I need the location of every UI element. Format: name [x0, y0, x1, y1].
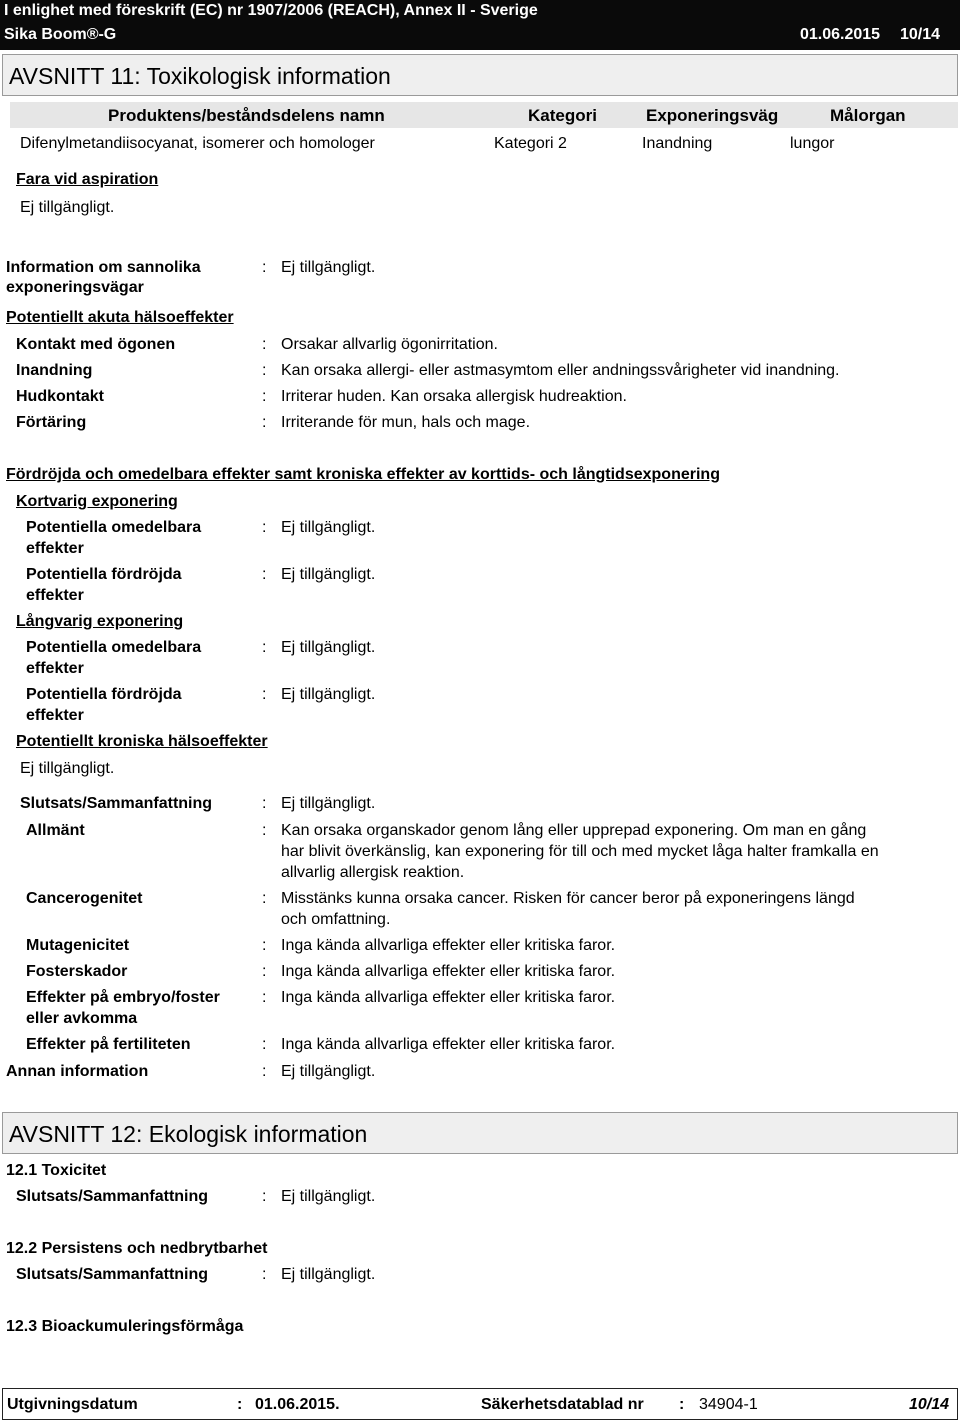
separator-colon: : — [262, 566, 267, 583]
short-immediate-label-line1: Potentiella omedelbara — [26, 519, 202, 536]
issue-date-value: 01.06.2015. — [255, 1396, 340, 1413]
summary-value: Ej tillgängligt. — [281, 795, 376, 812]
carcinogenicity-value-line2: och omfattning. — [281, 911, 391, 928]
summary-label: Slutsats/Sammanfattning — [20, 795, 213, 812]
long-immediate-label-line1: Potentiella omedelbara — [26, 639, 202, 656]
separator-colon: : — [262, 639, 267, 656]
document-footer — [2, 1388, 958, 1420]
carcinogenicity-value-line1: Misstänks kunna orsaka cancer. Risken för cancer beror på exponeringens längd — [281, 890, 855, 907]
separator-colon: : — [679, 1396, 685, 1413]
issue-date-label: Utgivningsdatum — [7, 1396, 138, 1413]
cell-category: Kategori 2 — [494, 135, 567, 152]
separator-colon: : — [262, 414, 267, 431]
developmental-label-line2: eller avkomma — [26, 1010, 138, 1027]
separator-colon: : — [262, 259, 267, 276]
separator-colon: : — [262, 1036, 267, 1053]
cell-target-organ: lungor — [790, 135, 835, 152]
persistence-summary-label: Slutsats/Sammanfattning — [16, 1266, 209, 1283]
separator-colon: : — [237, 1396, 243, 1413]
header-date: 01.06.2015 — [800, 26, 881, 43]
long-immediate-value: Ej tillgängligt. — [281, 639, 376, 656]
column-header-route: Exponeringsväg — [646, 106, 779, 125]
chronic-effects-heading: Potentiellt kroniska hälsoeffekter — [16, 733, 268, 750]
separator-colon: : — [262, 362, 267, 379]
separator-colon: : — [262, 336, 267, 353]
bioaccumulation-heading: 12.3 Bioackumuleringsförmåga — [6, 1318, 244, 1335]
separator-colon: : — [262, 519, 267, 536]
separator-colon: : — [262, 989, 267, 1006]
column-header-name: Produktens/beståndsdelens namn — [108, 106, 385, 125]
long-immediate-label-line2: effekter — [26, 660, 84, 677]
separator-colon: : — [262, 388, 267, 405]
long-term-heading: Långvarig exponering — [16, 613, 184, 630]
separator-colon: : — [262, 1266, 267, 1283]
sds-number-value: 34904-1 — [699, 1396, 758, 1413]
acute-label-inhalation: Inandning — [16, 362, 93, 379]
acute-label-eye: Kontakt med ögonen — [16, 336, 176, 353]
acute-effects-heading: Potentiellt akuta hälsoeffekter — [6, 309, 234, 326]
separator-colon: : — [262, 1063, 267, 1080]
mutagenicity-label: Mutagenicitet — [26, 937, 130, 954]
product-name: Sika Boom®-G — [4, 26, 117, 43]
acute-value-skin: Irriterar huden. Kan orsaka allergisk hudreaktion. — [281, 388, 627, 405]
persistence-heading: 12.2 Persistens och nedbrytbarhet — [6, 1240, 268, 1257]
carcinogenicity-label: Cancerogenitet — [26, 890, 143, 907]
separator-colon: : — [262, 1188, 267, 1205]
section-11-header — [2, 54, 958, 96]
long-delayed-value: Ej tillgängligt. — [281, 686, 376, 703]
acute-label-skin: Hudkontakt — [16, 388, 104, 405]
separator-colon: : — [262, 890, 267, 907]
short-delayed-value: Ej tillgängligt. — [281, 566, 376, 583]
section-12-header — [2, 1112, 958, 1154]
fertility-label: Effekter på fertiliteten — [26, 1036, 191, 1053]
long-delayed-label-line1: Potentiella fördröjda — [26, 686, 182, 703]
toxicity-heading: 12.1 Toxicitet — [6, 1162, 107, 1179]
column-header-category: Kategori — [528, 106, 597, 125]
short-delayed-label-line2: effekter — [26, 587, 84, 604]
short-immediate-label-line2: effekter — [26, 540, 84, 557]
general-label: Allmänt — [26, 822, 85, 839]
footer-page-number: 10/14 — [909, 1396, 950, 1413]
long-delayed-label-line2: effekter — [26, 707, 84, 724]
other-info-label: Annan information — [6, 1063, 149, 1080]
short-delayed-label-line1: Potentiella fördröjda — [26, 566, 182, 583]
developmental-value: Inga kända allvarliga effekter eller kritiska faror. — [281, 989, 616, 1006]
persistence-summary-value: Ej tillgängligt. — [281, 1266, 376, 1283]
mutagenicity-value: Inga kända allvarliga effekter eller kritiska faror. — [281, 937, 616, 954]
regulation-title: I enlighet med föreskrift (EC) nr 1907/2006 (REACH), Annex II - Sverige — [4, 2, 538, 19]
teratogenicity-label: Fosterskador — [26, 963, 128, 980]
exposure-routes-label-line1: Information om sannolika — [6, 259, 201, 276]
separator-colon: : — [262, 795, 267, 812]
fertility-value: Inga kända allvarliga effekter eller kritiska faror. — [281, 1036, 616, 1053]
cell-route: Inandning — [642, 135, 713, 152]
toxicity-summary-value: Ej tillgängligt. — [281, 1188, 376, 1205]
section-11-title: AVSNITT 11: Toxikologisk information — [9, 63, 391, 89]
acute-label-ingestion: Förtäring — [16, 414, 87, 431]
separator-colon: : — [262, 822, 267, 839]
exposure-routes-value: Ej tillgängligt. — [281, 259, 376, 276]
separator-colon: : — [262, 963, 267, 980]
aspiration-heading: Fara vid aspiration — [16, 171, 159, 188]
sds-number-label: Säkerhetsdatablad nr — [481, 1396, 644, 1413]
general-value-line3: allvarlig allergisk reaktion. — [281, 864, 465, 881]
separator-colon: : — [262, 686, 267, 703]
teratogenicity-value: Inga kända allvarliga effekter eller kritiska faror. — [281, 963, 616, 980]
header-page-number: 10/14 — [900, 26, 941, 43]
chronic-effects-value: Ej tillgängligt. — [20, 760, 115, 777]
developmental-label-line1: Effekter på embryo/foster — [26, 989, 220, 1006]
table-header — [10, 102, 958, 128]
acute-value-inhalation: Kan orsaka allergi- eller astmasymtom eller andningssvårigheter vid inandning. — [281, 362, 840, 379]
acute-value-eye: Orsakar allvarlig ögonirritation. — [281, 336, 498, 353]
short-immediate-value: Ej tillgängligt. — [281, 519, 376, 536]
document-header — [0, 0, 960, 50]
column-header-target-organ: Målorgan — [830, 106, 906, 125]
other-info-value: Ej tillgängligt. — [281, 1063, 376, 1080]
general-value-line1: Kan orsaka organskador genom lång eller upprepad exponering. Om man en gång — [281, 822, 867, 839]
acute-value-ingestion: Irriterande för mun, hals och mage. — [281, 414, 531, 431]
short-term-heading: Kortvarig exponering — [16, 493, 178, 510]
aspiration-value: Ej tillgängligt. — [20, 199, 115, 216]
general-value-line2: har blivit överkänslig, kan exponering för till och med mycket låga halter framkalla en — [281, 843, 879, 860]
section-12-title: AVSNITT 12: Ekologisk information — [9, 1121, 368, 1147]
exposure-routes-label-line2: exponeringsvägar — [6, 279, 144, 296]
separator-colon: : — [262, 937, 267, 954]
toxicity-summary-label: Slutsats/Sammanfattning — [16, 1188, 209, 1205]
delayed-effects-heading: Fördröjda och omedelbara effekter samt kroniska effekter av korttids- och långtidsexponering — [6, 466, 720, 483]
cell-substance: Difenylmetandiisocyanat, isomerer och homologer — [20, 135, 375, 152]
